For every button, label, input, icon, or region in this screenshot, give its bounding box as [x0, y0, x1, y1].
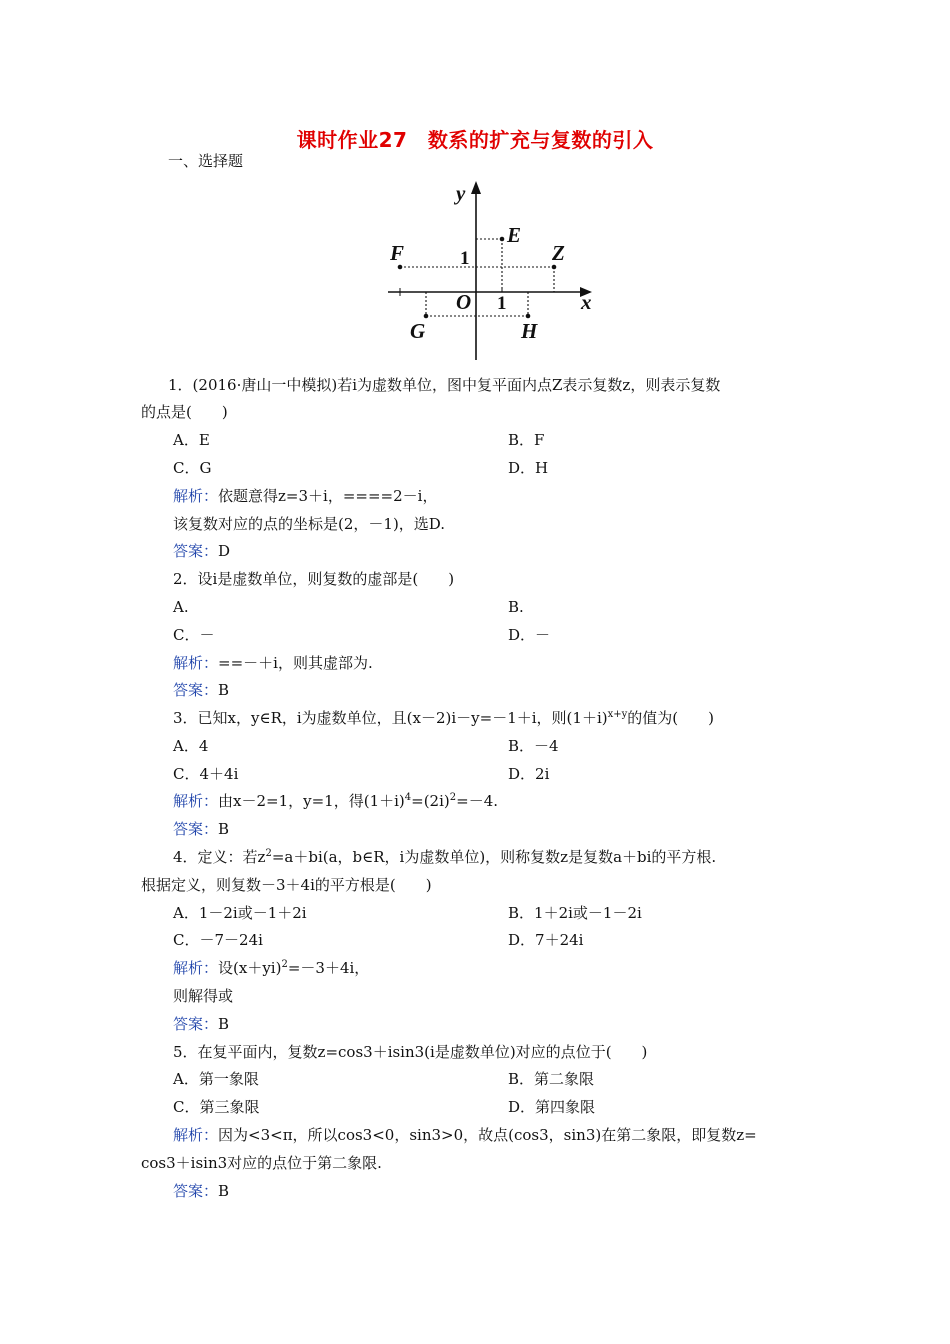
q4-analysis-line2: 则解得或	[173, 987, 234, 1005]
q2-analysis-label: 解析：	[173, 654, 219, 672]
point-e-label: E	[507, 223, 522, 247]
q3-stem-a: 3．已知x，y∈R，i为虚数单位，且(x－2)i－y=－1＋i，则(1＋i)	[173, 709, 608, 727]
q1-answer	[173, 541, 230, 561]
q5-option-a: A．第一象限	[173, 1070, 259, 1088]
q4-analysis-b: =－3＋4i，	[287, 959, 370, 977]
q4-option-c: C．－7－24i	[173, 931, 263, 949]
q4-answer-label: 答案：	[173, 1015, 219, 1033]
q3-option-b: B．－4	[508, 737, 559, 755]
q2-answer-value: B	[218, 681, 230, 699]
q5-analysis-text: 因为<3<π，所以cos3<0，sin3>0，故点(cos3，sin3)在第二象限，即复数z=	[218, 1126, 757, 1144]
q5-analysis-line2: cos3＋isin3对应的点位于第二象限.	[141, 1154, 382, 1172]
q1-option-c: C．G	[173, 459, 212, 477]
point-e	[500, 237, 505, 242]
point-g-label: G	[410, 319, 426, 343]
point-g	[424, 314, 429, 319]
q3-answer	[173, 819, 229, 839]
q1-stem-line2: 的点是( )	[141, 403, 228, 421]
q1-option-a: A．E	[173, 431, 210, 449]
y-axis-label: y	[456, 181, 466, 205]
q4-stem-exponent: 2	[265, 848, 272, 859]
q4-stem-b: =a＋bi(a，b∈R，i为虚数单位)，则称复数z是复数a＋bi的平方根.	[271, 848, 717, 866]
point-f	[398, 265, 403, 270]
q4-stem-line1	[173, 847, 716, 867]
x-tick-label: 1	[497, 293, 507, 314]
guide-lines	[400, 239, 554, 316]
q5-option-c: C．第三象限	[173, 1098, 260, 1116]
q2-answer	[173, 680, 229, 700]
q5-answer-label: 答案：	[173, 1182, 219, 1200]
q3-analysis-b: =(2i)	[411, 792, 450, 810]
q3-analysis	[173, 791, 498, 811]
q4-answer-value: B	[218, 1015, 230, 1033]
point-z-label: Z	[552, 241, 565, 265]
q3-analysis-label: 解析：	[173, 792, 219, 810]
q3-answer-value: B	[218, 820, 230, 838]
q4-option-a: A．1－2i或－1＋2i	[173, 904, 307, 922]
q3-option-a: A．4	[173, 737, 209, 755]
q2-stem: 2．设i是虚数单位，则复数的虚部是( )	[173, 570, 455, 588]
q5-stem: 5．在复平面内，复数z=cos3＋isin3(i是虚数单位)对应的点位于( )	[173, 1043, 648, 1061]
q2-option-c: C．－	[173, 626, 215, 644]
x-axis-label: x	[581, 290, 592, 314]
q3-analysis-a: 由x－2=1，y=1，得(1＋i)	[218, 792, 405, 810]
q3-analysis-c: =－4.	[456, 792, 499, 810]
y-tick-label: 1	[460, 248, 470, 269]
q3-stem-exponent: x+y	[607, 709, 628, 720]
q5-analysis-label: 解析：	[173, 1126, 219, 1144]
point-h-label: H	[521, 319, 538, 343]
q4-stem-a: 4．定义：若z	[173, 848, 266, 866]
q4-analysis-label: 解析：	[173, 959, 219, 977]
q4-option-b: B．1＋2i或－1－2i	[508, 904, 642, 922]
q1-analysis-line2: 该复数对应的点的坐标是(2，－1)，选D.	[173, 515, 446, 533]
q3-analysis-exp2: 2	[449, 792, 457, 803]
origin-label: O	[456, 290, 472, 314]
q2-answer-label: 答案：	[173, 681, 219, 699]
point-h	[526, 314, 531, 319]
q2-analysis	[173, 653, 373, 673]
q5-analysis	[173, 1125, 757, 1145]
q1-analysis	[173, 486, 437, 506]
q4-analysis-exp: 2	[281, 959, 288, 970]
q1-answer-label: 答案：	[173, 542, 219, 560]
q3-option-d: D．2i	[508, 765, 550, 783]
q2-option-d: D．－	[508, 626, 551, 644]
q4-answer	[173, 1014, 229, 1034]
q3-analysis-exp1: 4	[404, 792, 412, 803]
q2-option-a: A.	[173, 598, 189, 616]
q1-option-b: B．F	[508, 431, 545, 449]
q1-stem-line1: 1．(2016·唐山一中模拟)若i为虚数单位，图中复平面内点Z表示复数z，则表示复数	[168, 376, 721, 394]
page-title: 课时作业27 数系的扩充与复数的引入	[296, 128, 654, 152]
q4-stem-line2: 根据定义，则复数－3＋4i的平方根是( )	[141, 876, 432, 894]
point-z	[552, 265, 557, 270]
section-heading: 一、选择题	[168, 152, 244, 170]
q4-analysis	[173, 958, 369, 978]
q3-stem-b: 的值为( )	[627, 709, 714, 727]
q3-answer-label: 答案：	[173, 820, 219, 838]
q5-answer-value: B	[218, 1182, 230, 1200]
y-axis-arrow	[471, 181, 481, 194]
q2-option-b: B.	[508, 598, 524, 616]
q5-option-b: B．第二象限	[508, 1070, 595, 1088]
q4-option-d: D．7＋24i	[508, 931, 584, 949]
q5-answer	[173, 1181, 229, 1201]
q1-analysis-label: 解析：	[173, 487, 219, 505]
complex-plane-figure	[378, 178, 608, 368]
q5-option-d: D．第四象限	[508, 1098, 596, 1116]
q1-option-d: D．H	[508, 459, 549, 477]
complex-plane-svg	[378, 178, 608, 368]
q4-analysis-a: 设(x＋yi)	[218, 959, 282, 977]
q3-stem	[173, 708, 714, 728]
q2-analysis-text: ==－＋i，则其虚部为.	[218, 654, 373, 672]
q1-analysis-text: 依题意得z=3＋i，====2－i，	[218, 487, 438, 505]
q3-option-c: C．4＋4i	[173, 765, 239, 783]
point-f-label: F	[390, 241, 405, 265]
q1-answer-value: D	[218, 542, 231, 560]
